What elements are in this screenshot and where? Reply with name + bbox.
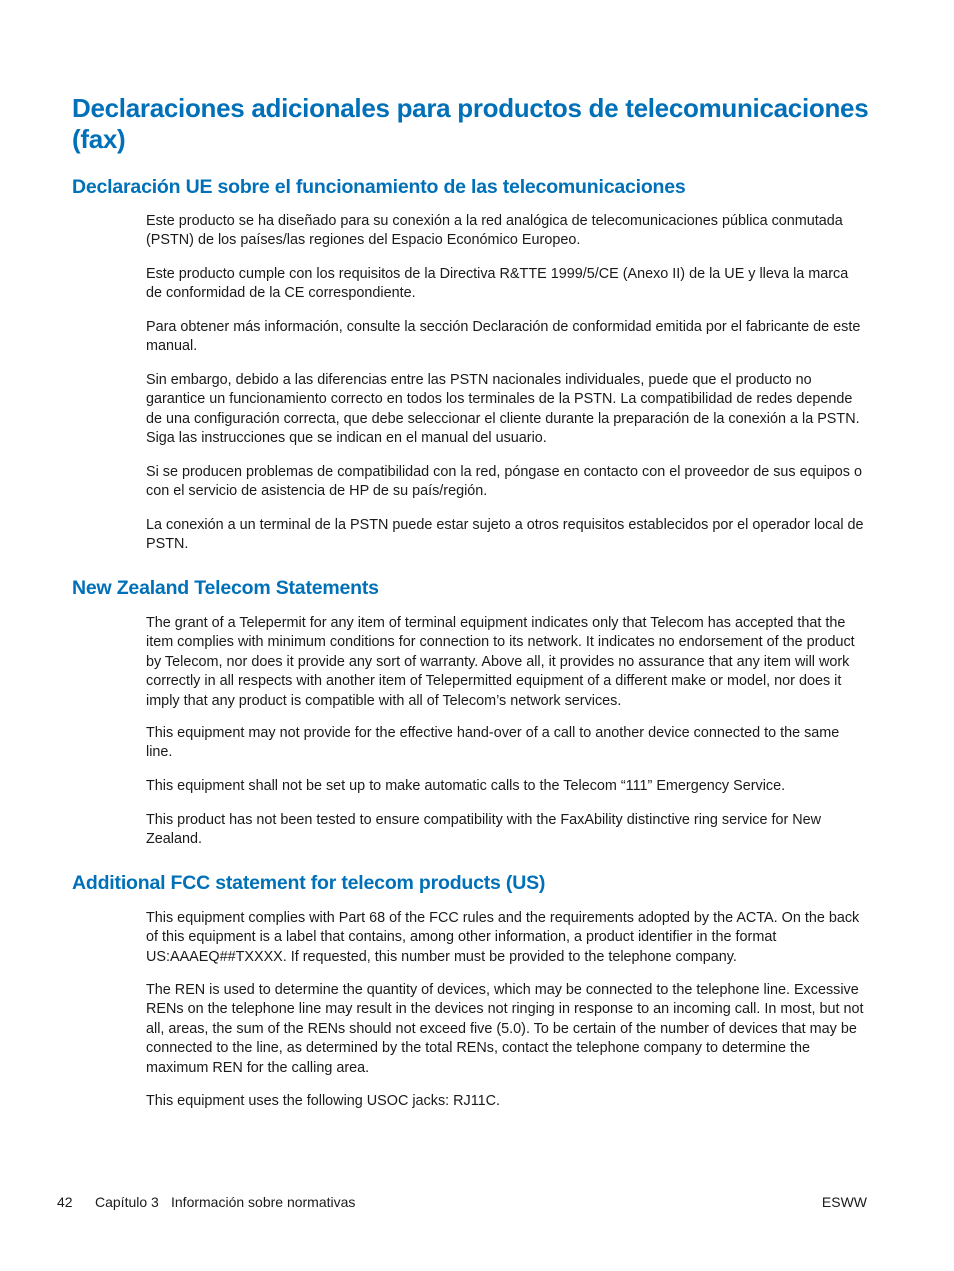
paragraph: This equipment shall not be set up to make automatic calls to the Telecom “111” Emergency Service. bbox=[146, 778, 786, 794]
section-heading-fcc: Additional FCC statement for telecom products (US) bbox=[72, 872, 546, 894]
paragraph: Este producto cumple con los requisitos de la Directiva R&TTE 1999/5/CE (Anexo II) de la UE y lleva la marca de conformidad de la CE correspondiente. bbox=[146, 266, 849, 302]
page-title: Declaraciones adicionales para productos de telecomunicaciones (fax) bbox=[72, 93, 869, 154]
paragraph: The grant of a Telepermit for any item of terminal equipment indicates only that Telecom has accepted that the item complies with minimum conditions for connection to its network. It indicates no endorsement of the product by Telecom, nor does it provide any sort of warranty. Above all, it provides no assurance that any item will work correctly in all respects with another item of Telepermitted equipment of a different make or model, nor does it imply that any product is compatible with all of Telecom’s network services. bbox=[146, 615, 855, 709]
page-number: 42 bbox=[57, 1194, 73, 1210]
paragraph: Si se producen problemas de compatibilidad con la red, póngase en contacto con el proveedor de sus equipos o con el servicio de asistencia de HP de su país/región. bbox=[146, 464, 862, 500]
paragraph: Sin embargo, debido a las diferencias entre las PSTN nacionales individuales, puede que el producto no garantice un funcionamiento correcto en todos los terminales de la PSTN. La compatibilidad de redes depende de una configuración correcta, que debe seleccionar el cliente durante la preparación de la conexión a la PSTN. Siga las instrucciones que se indican en el manual del usuario. bbox=[146, 372, 860, 447]
section-heading-eu: Declaración UE sobre el funcionamiento de las telecomunicaciones bbox=[72, 176, 686, 198]
paragraph: La conexión a un terminal de la PSTN puede estar sujeto a otros requisitos establecidos por el operador local de PSTN. bbox=[146, 517, 864, 553]
footer-doc-code: ESWW bbox=[821, 1194, 867, 1210]
paragraph: The REN is used to determine the quantity of devices, which may be connected to the telephone line. Excessive RENs on the telephone line may result in the devices not ringing in response to an incoming call. In most, but not all, areas, the sum of the RENs should not exceed five (5.0). To be certain of the number of devices that may be connected to the line, as determined by the total RENs, contact the telephone company to determine the maximum REN for the calling area. bbox=[146, 982, 864, 1076]
paragraph: This product has not been tested to ensure compatibility with the FaxAbility distinctive ring service for New Zealand. bbox=[146, 812, 822, 848]
footer-chapter: Capítulo 3 bbox=[95, 1194, 159, 1210]
paragraph: This equipment may not provide for the effective hand-over of a call to another device connected to the same line. bbox=[146, 725, 840, 761]
paragraph: This equipment complies with Part 68 of the FCC rules and the requirements adopted by the ACTA. On the back of this equipment is a label that contains, among other information, a product identifier in the format US:AAAEQ##TXXXX. If requested, this number must be provided to the telephone company. bbox=[146, 910, 860, 965]
paragraph: Para obtener más información, consulte la sección Declaración de conformidad emitida por el fabricante de este manual. bbox=[146, 319, 861, 355]
footer-chapter-title: Información sobre normativas bbox=[171, 1194, 356, 1210]
section-heading-nz: New Zealand Telecom Statements bbox=[72, 577, 379, 599]
paragraph: This equipment uses the following USOC jacks: RJ11C. bbox=[146, 1093, 501, 1109]
paragraph: Este producto se ha diseñado para su conexión a la red analógica de telecomunicaciones pública conmutada (PSTN) de los países/las regiones del Espacio Económico Europeo. bbox=[146, 213, 843, 249]
